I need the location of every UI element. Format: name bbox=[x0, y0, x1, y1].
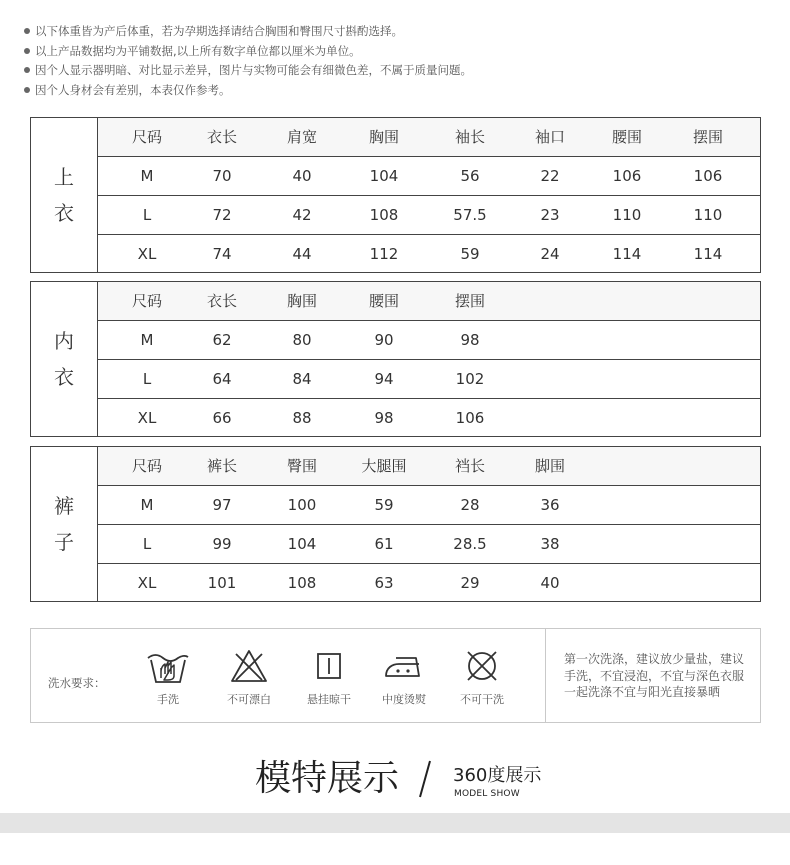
table-cell: 28 bbox=[460, 496, 480, 514]
table-cell: 88 bbox=[292, 409, 312, 427]
table-cell: 90 bbox=[374, 331, 394, 349]
header-cell: 袖口 bbox=[534, 128, 565, 146]
header-cell: 尺码 bbox=[131, 128, 162, 146]
table-row bbox=[98, 157, 760, 196]
table-header-row bbox=[98, 118, 760, 157]
section-label bbox=[31, 118, 98, 272]
table-cell: 29 bbox=[460, 574, 480, 592]
care-label: 不可漂白 bbox=[227, 693, 271, 706]
header-cell: 尺码 bbox=[131, 292, 162, 310]
care-item bbox=[128, 648, 208, 707]
table-cell: 94 bbox=[374, 370, 394, 388]
table-row bbox=[98, 235, 760, 274]
table-cell: 104 bbox=[369, 167, 399, 185]
table-row bbox=[98, 321, 760, 360]
care-advice: 第一次洗涤，建议放少量盐，建议手洗，不宜浸泡，不宜与深色衣服一起洗涤不宜与阳光直接暴晒 bbox=[564, 652, 745, 699]
header-cell: 裤长 bbox=[206, 457, 237, 475]
table-cell: 110 bbox=[612, 206, 642, 224]
table-header-row bbox=[98, 447, 760, 486]
table-cell: 42 bbox=[292, 206, 312, 224]
table-cell: 110 bbox=[693, 206, 723, 224]
table-cell: 80 bbox=[292, 331, 312, 349]
table-cell: 97 bbox=[212, 496, 232, 514]
care-item bbox=[364, 648, 444, 707]
note-text: 因个人身材会有差别，本表仅作参考。 bbox=[35, 82, 231, 97]
table-cell: 114 bbox=[693, 245, 723, 263]
hang-dry-icon bbox=[309, 648, 349, 684]
table-row bbox=[98, 564, 760, 603]
header-cell: 腰围 bbox=[368, 292, 399, 310]
notes-list bbox=[24, 22, 472, 100]
care-instructions bbox=[30, 628, 761, 723]
table-cell: 108 bbox=[369, 206, 399, 224]
table-cell: 106 bbox=[693, 167, 723, 185]
section-label bbox=[31, 447, 98, 601]
header-cell: 脚围 bbox=[534, 457, 565, 475]
table-cell: 22 bbox=[540, 167, 560, 185]
note-text: 因个人显示器明暗、对比显示差异，图片与实物可能会有细微色差，不属于质量问题。 bbox=[35, 63, 472, 78]
table-cell: 74 bbox=[212, 245, 232, 263]
care-label: 不可干洗 bbox=[460, 693, 504, 706]
bullet-dot-icon bbox=[24, 67, 30, 73]
table-cell: 62 bbox=[212, 331, 232, 349]
table-cell: 59 bbox=[460, 245, 480, 263]
table-body bbox=[98, 447, 760, 601]
no-bleach-icon bbox=[229, 648, 269, 684]
model-show-subtitle: 360度展示 bbox=[453, 765, 542, 786]
model-show-title: 模特展示 bbox=[255, 758, 400, 799]
section-label-char: 上 bbox=[54, 165, 74, 189]
table-cell: 28.5 bbox=[453, 535, 487, 553]
header-cell: 袖长 bbox=[454, 128, 485, 146]
table-cell: 44 bbox=[292, 245, 312, 263]
hand-wash-icon bbox=[144, 648, 192, 684]
table-cell: 101 bbox=[207, 574, 237, 592]
table-header-row bbox=[98, 282, 760, 321]
header-cell: 胸围 bbox=[286, 292, 317, 310]
section-label-char: 内 bbox=[54, 329, 74, 353]
table-cell: XL bbox=[137, 574, 157, 592]
section-label-char: 裤 bbox=[54, 494, 74, 518]
table-cell: 63 bbox=[374, 574, 394, 592]
table-cell: 102 bbox=[455, 370, 485, 388]
table-cell: 59 bbox=[374, 496, 394, 514]
table-cell: 108 bbox=[287, 574, 317, 592]
header-cell: 大腿围 bbox=[361, 457, 407, 475]
care-divider bbox=[545, 629, 546, 722]
table-body bbox=[98, 282, 760, 436]
header-cell: 摆围 bbox=[454, 292, 485, 310]
table-cell: 106 bbox=[455, 409, 485, 427]
care-title: 洗水要求： bbox=[48, 676, 106, 690]
table-cell: 36 bbox=[540, 496, 560, 514]
note-item bbox=[24, 61, 472, 81]
header-cell: 尺码 bbox=[131, 457, 162, 475]
table-cell: M bbox=[140, 167, 154, 185]
section-label-char: 衣 bbox=[54, 201, 74, 225]
table-cell: 114 bbox=[612, 245, 642, 263]
table-cell: 84 bbox=[292, 370, 312, 388]
table-cell: 23 bbox=[540, 206, 560, 224]
header-cell: 臀围 bbox=[286, 457, 317, 475]
header-cell: 腰围 bbox=[611, 128, 642, 146]
table-cell: 38 bbox=[540, 535, 560, 553]
table-cell: XL bbox=[137, 245, 157, 263]
table-cell: L bbox=[142, 370, 152, 388]
section-label-char: 衣 bbox=[54, 365, 74, 389]
table-cell: 98 bbox=[460, 331, 480, 349]
iron-medium-icon bbox=[382, 648, 426, 684]
table-cell: XL bbox=[137, 409, 157, 427]
note-item bbox=[24, 22, 472, 42]
table-row bbox=[98, 399, 760, 438]
table-row bbox=[98, 525, 760, 564]
note-item bbox=[24, 42, 472, 62]
note-text: 以上产品数据均为平铺数据,以上所有数字单位都以厘米为单位。 bbox=[35, 43, 361, 58]
size-table-inner bbox=[30, 281, 761, 437]
table-row bbox=[98, 196, 760, 235]
care-item bbox=[209, 648, 289, 707]
table-cell: 106 bbox=[612, 167, 642, 185]
size-table-pants bbox=[30, 446, 761, 602]
model-show-english: MODEL SHOW bbox=[454, 789, 520, 799]
table-row bbox=[98, 360, 760, 399]
table-cell: 98 bbox=[374, 409, 394, 427]
table-cell: 61 bbox=[374, 535, 394, 553]
table-cell: L bbox=[142, 206, 152, 224]
header-cell: 胸围 bbox=[368, 128, 399, 146]
note-item bbox=[24, 81, 472, 101]
table-cell: 64 bbox=[212, 370, 232, 388]
footer-bar bbox=[0, 813, 790, 833]
table-cell: 99 bbox=[212, 535, 232, 553]
table-row bbox=[98, 486, 760, 525]
table-cell: 66 bbox=[212, 409, 232, 427]
slash-icon bbox=[418, 759, 432, 799]
table-cell: 72 bbox=[212, 206, 232, 224]
bullet-dot-icon bbox=[24, 28, 30, 34]
table-cell: 70 bbox=[212, 167, 232, 185]
table-cell: 56 bbox=[460, 167, 480, 185]
table-cell: L bbox=[142, 535, 152, 553]
bullet-dot-icon bbox=[24, 87, 30, 93]
care-label: 手洗 bbox=[157, 693, 179, 706]
care-label: 悬挂晾干 bbox=[307, 693, 351, 706]
table-body bbox=[98, 118, 760, 272]
header-cell: 摆围 bbox=[692, 128, 723, 146]
header-cell: 肩宽 bbox=[286, 128, 317, 146]
table-cell: M bbox=[140, 496, 154, 514]
table-cell: 40 bbox=[292, 167, 312, 185]
table-cell: 24 bbox=[540, 245, 560, 263]
note-text: 以下体重皆为产后体重，若为孕期选择请结合胸围和臀围尺寸斟酌选择。 bbox=[35, 24, 403, 38]
table-cell: 104 bbox=[287, 535, 317, 553]
table-cell: 100 bbox=[287, 496, 317, 514]
header-cell: 衣长 bbox=[206, 128, 237, 146]
care-label: 中度烫熨 bbox=[382, 693, 426, 706]
bullet-dot-icon bbox=[24, 48, 30, 54]
size-table-top bbox=[30, 117, 761, 273]
care-item bbox=[289, 648, 369, 707]
header-cell: 裆长 bbox=[454, 457, 485, 475]
table-cell: 57.5 bbox=[453, 206, 487, 224]
no-dry-clean-icon bbox=[462, 648, 502, 684]
table-cell: 40 bbox=[540, 574, 560, 592]
section-label bbox=[31, 282, 98, 436]
table-cell: M bbox=[140, 331, 154, 349]
table-cell: 112 bbox=[369, 245, 399, 263]
section-label-char: 子 bbox=[54, 530, 74, 554]
care-item bbox=[442, 648, 522, 707]
header-cell: 衣长 bbox=[206, 292, 237, 310]
